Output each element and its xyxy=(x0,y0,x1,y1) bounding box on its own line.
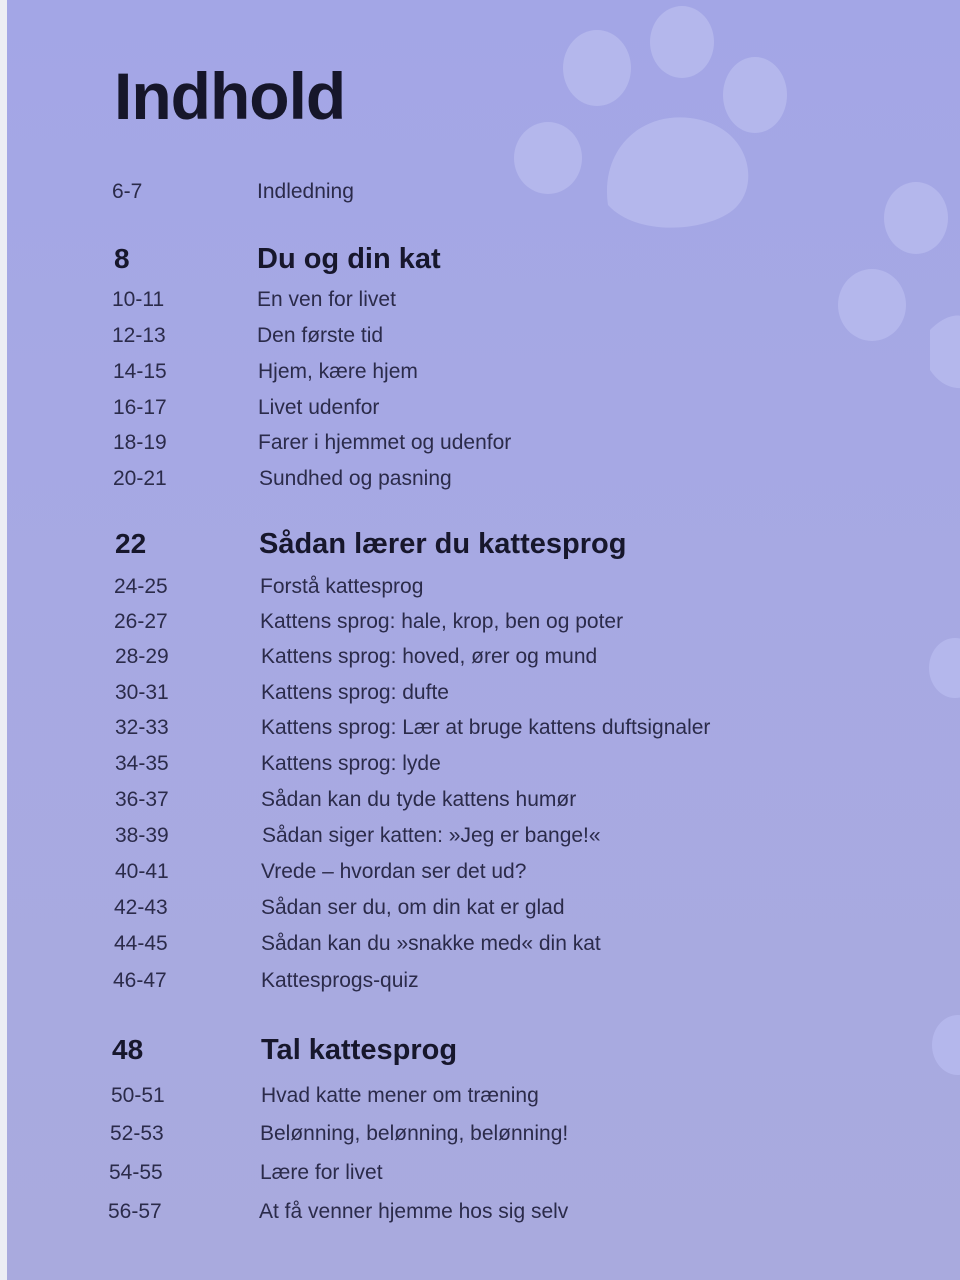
paw-toe xyxy=(650,6,714,78)
toc-page-number: 36-37 xyxy=(115,788,169,811)
toc-entry-row xyxy=(0,788,960,824)
toc-entry-row xyxy=(0,860,960,896)
toc-entry-row xyxy=(0,824,960,860)
toc-page-number: 44-45 xyxy=(114,932,168,955)
toc-entry-label: Kattens sprog: dufte xyxy=(261,681,449,704)
toc-entry-label: Livet udenfor xyxy=(258,396,380,419)
toc-entry-row xyxy=(0,431,960,467)
toc-entry-label: Lære for livet xyxy=(260,1161,383,1184)
toc-entry-row xyxy=(0,360,960,396)
toc-page-number: 50-51 xyxy=(111,1084,165,1107)
toc-page-number: 18-19 xyxy=(113,431,167,454)
toc-section-title: Sådan lærer du kattesprog xyxy=(259,528,627,560)
toc-entry-row xyxy=(0,1161,960,1197)
toc-entry-row xyxy=(0,1122,960,1158)
toc-page-number: 12-13 xyxy=(112,324,166,347)
toc-entry-label: Forstå kattesprog xyxy=(260,575,424,598)
toc-entry-label: Kattens sprog: Lær at bruge kattens duftsignaler xyxy=(261,716,711,739)
toc-entry-label: At få venner hjemme hos sig selv xyxy=(259,1200,569,1223)
toc-page-number: 24-25 xyxy=(114,575,168,598)
toc-page-number: 38-39 xyxy=(115,824,169,847)
toc-section-page: 48 xyxy=(112,1034,144,1065)
toc-page-number: 52-53 xyxy=(110,1122,164,1145)
toc-page-number: 26-27 xyxy=(114,610,168,633)
toc-entry-row xyxy=(0,324,960,360)
toc-entry-row xyxy=(0,716,960,752)
toc-page-number: 30-31 xyxy=(115,681,169,704)
toc-entry-label: Kattens sprog: hoved, ører og mund xyxy=(261,645,598,668)
toc-page-number: 28-29 xyxy=(115,645,169,668)
toc-entry-row xyxy=(0,645,960,681)
paw-toe xyxy=(563,30,631,106)
toc-entry-label: Farer i hjemmet og udenfor xyxy=(258,431,512,454)
toc-entry-row xyxy=(0,575,960,611)
toc-section-heading xyxy=(0,243,960,279)
toc-section-heading xyxy=(0,528,960,564)
paw-toe xyxy=(723,57,787,133)
toc-intro-row xyxy=(0,180,960,216)
toc-page-number: 16-17 xyxy=(113,396,167,419)
toc-entry-label: Sundhed og pasning xyxy=(259,467,452,490)
toc-page-number: 14-15 xyxy=(113,360,167,383)
toc-entry-row xyxy=(0,896,960,932)
toc-entry-label: Indledning xyxy=(257,180,354,203)
toc-section-heading xyxy=(0,1034,960,1070)
toc-entry-row xyxy=(0,1200,960,1236)
toc-page-number: 56-57 xyxy=(108,1200,162,1223)
toc-section-title: Tal kattesprog xyxy=(261,1034,458,1066)
toc-section-page: 22 xyxy=(115,528,147,559)
toc-entry-row xyxy=(0,396,960,432)
toc-entry-row xyxy=(0,1084,960,1120)
toc-entry-row xyxy=(0,610,960,646)
toc-page-number: 20-21 xyxy=(113,467,167,490)
page-title: Indhold xyxy=(114,59,346,133)
toc-entry-label: Den første tid xyxy=(257,324,384,347)
toc-entry-label: Kattesprogs-quiz xyxy=(261,969,419,992)
toc-page-number: 6-7 xyxy=(112,180,143,203)
toc-entry-label: En ven for livet xyxy=(257,288,396,311)
toc-entry-label: Kattens sprog: lyde xyxy=(261,752,441,775)
toc-page-number: 40-41 xyxy=(115,860,169,883)
toc-entry-label: Sådan siger katten: »Jeg er bange!« xyxy=(262,824,601,847)
toc-entry-label: Belønning, belønning, belønning! xyxy=(260,1122,569,1145)
toc-page-number: 54-55 xyxy=(109,1161,163,1184)
toc-entry-label: Hjem, kære hjem xyxy=(258,360,418,383)
toc-entry-label: Sådan kan du tyde kattens humør xyxy=(261,788,577,811)
toc-entry-row xyxy=(0,752,960,788)
toc-section-page: 8 xyxy=(114,243,130,274)
toc-entry-label: Kattens sprog: hale, krop, ben og poter xyxy=(260,610,624,633)
toc-entry-label: Sådan kan du »snakke med« din kat xyxy=(261,932,601,955)
toc-page-number: 32-33 xyxy=(115,716,169,739)
toc-page-number: 42-43 xyxy=(114,896,168,919)
toc-entry-row xyxy=(0,681,960,717)
toc-entry-row xyxy=(0,467,960,503)
toc-page-number: 10-11 xyxy=(112,288,165,311)
toc-entry-row xyxy=(0,969,960,1005)
toc-entry-row xyxy=(0,932,960,968)
toc-entry-label: Hvad katte mener om træning xyxy=(261,1084,539,1107)
toc-entry-label: Sådan ser du, om din kat er glad xyxy=(261,896,565,919)
toc-page-number: 46-47 xyxy=(113,969,167,992)
toc-section-title: Du og din kat xyxy=(257,243,441,275)
toc-page-number: 34-35 xyxy=(115,752,169,775)
toc-entry-label: Vrede – hvordan ser det ud? xyxy=(261,860,527,883)
toc-entry-row xyxy=(0,288,960,324)
